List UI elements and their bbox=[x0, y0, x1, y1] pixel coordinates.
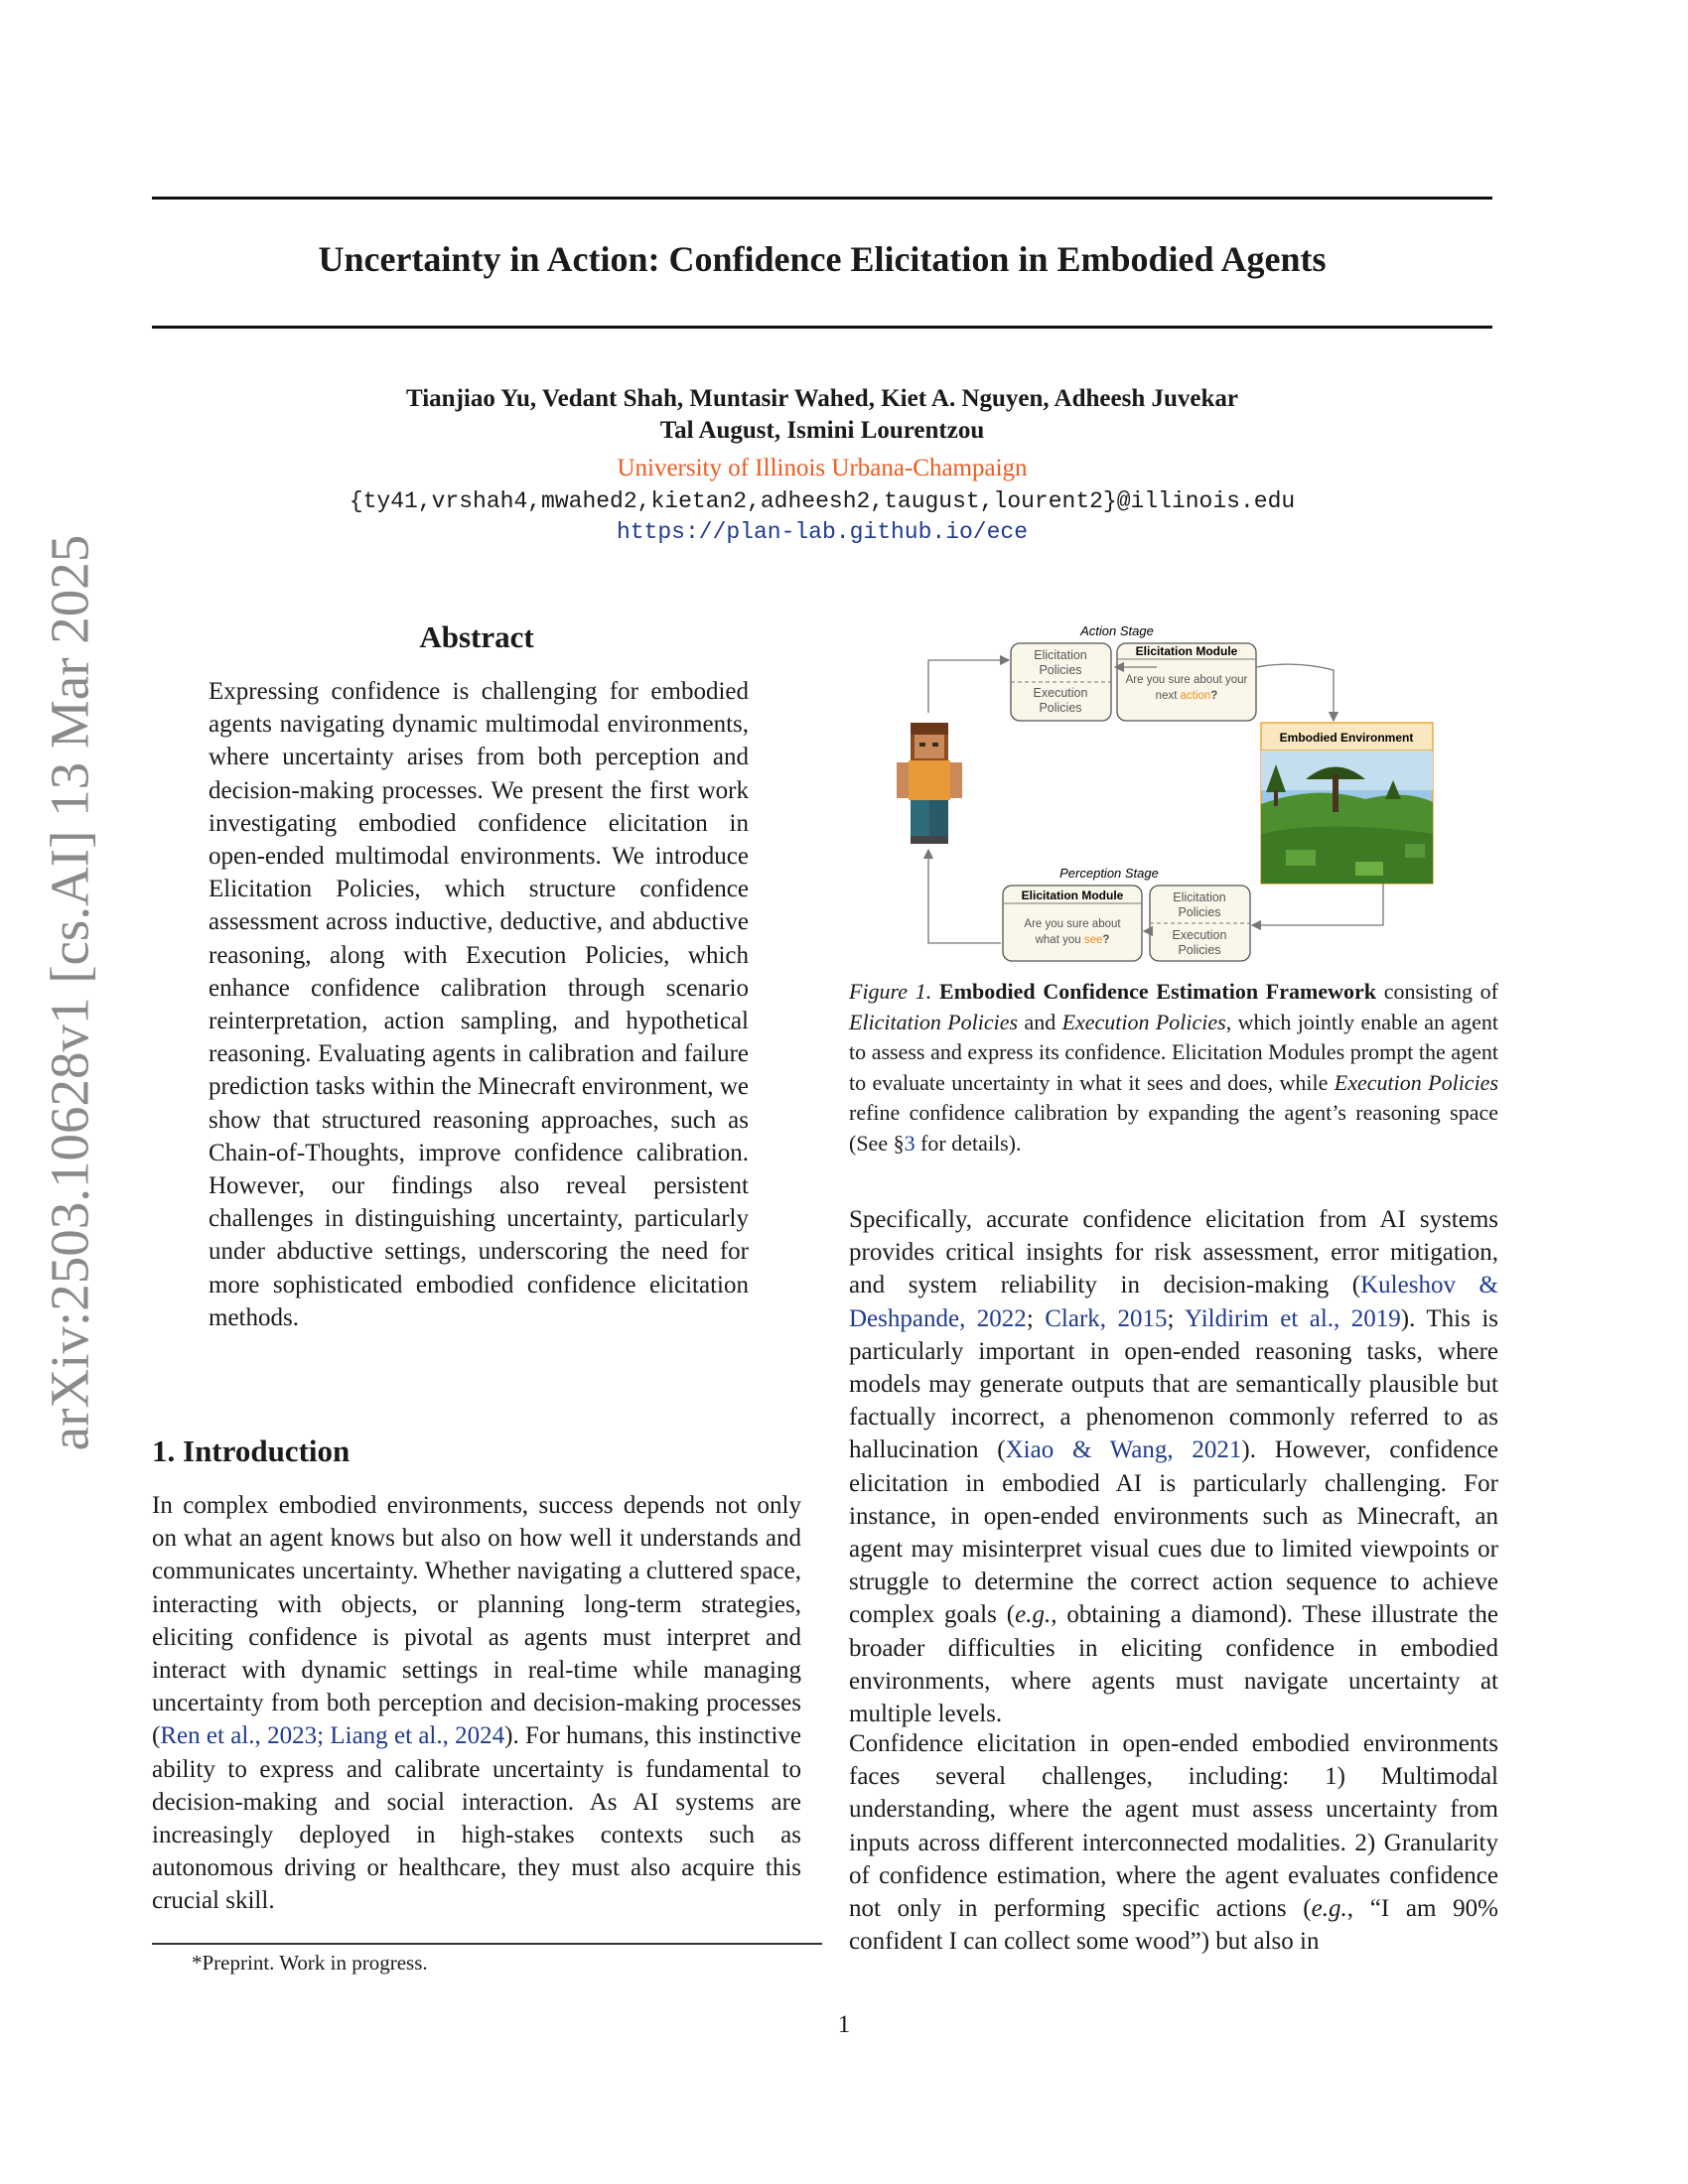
citation-link[interactable]: Clark, 2015 bbox=[1045, 1304, 1168, 1332]
introduction-paragraph: In complex embodied environments, success depends not only on what an agent knows but also on how well it understands and communicates uncertainty. Whether navigating a cluttered space, interacting with objects, or planning long-term strategies, eliciting confidence is pivotal as agents must interpret and interact with dynamic settings in real-time while managing uncertainty from both perception and decision-making processes (Ren et al., 2023; Liang et al., 2024). For humans, this instinctive ability to express and calibrate uncertainty is fundamental to decision-making and social interaction. As AI systems are increasingly deployed in high-stakes contexts such as autonomous driving or healthcare, they must also acquire this crucial skill. bbox=[152, 1492, 801, 1915]
svg-text:Elicitation Module: Elicitation Module bbox=[1135, 644, 1238, 658]
embodied-environment-panel bbox=[1261, 723, 1433, 884]
title-bottom-rule bbox=[152, 326, 1492, 329]
svg-text:Execution: Execution bbox=[1033, 686, 1088, 700]
svg-text:Policies: Policies bbox=[1178, 905, 1221, 919]
abstract-text: Expressing confidence is challenging for embodied agents navigating dynamic multimodal environments, where uncertainty arises from both perception and decision-making processes. We present the first work investigating embodied confidence elicitation in open-ended multimodal environments. We introduce Elicitation Policies, which structure confidence assessment across inductive, deductive, and abductive reasoning, along with Execution Policies, which enhance confidence calibration through scenario reinterpretation, action sampling, and hypothetical reasoning. Evaluating agents in calibration and failure prediction tasks within the Minecraft environment, we show that structured reasoning approaches, such as Chain-of-Thoughts, improve confidence calibration. However, our findings also reveal persistent challenges in distinguishing uncertainty, particularly under abductive settings, underscoring the need for more sophisticated embodied confidence elicitation methods. bbox=[209, 678, 749, 1331]
svg-text:what you see?: what you see? bbox=[1035, 934, 1110, 946]
authors-line-2: Tal August, Ismini Lourentzou bbox=[659, 417, 985, 444]
figure-1 bbox=[849, 615, 1498, 963]
svg-text:Policies: Policies bbox=[1039, 701, 1082, 715]
body-paragraph-3: Confidence elicitation in open-ended embodied environments faces several challenges, including: 1) Multimodal understanding, where the agent must assess uncertainty from inputs across different interconnected modalities. 2) Granularity of confidence estimation, where the agent evaluates confidence not only in performing specific actions (e.g., “I am 90% confident I can collect some wood”) but also in bbox=[849, 1730, 1498, 1956]
perception-stage-label: Perception Stage bbox=[1059, 866, 1159, 881]
svg-text:Are you sure about your: Are you sure about your bbox=[1125, 674, 1248, 686]
svg-text:Elicitation: Elicitation bbox=[1173, 890, 1226, 904]
section-heading-introduction: 1. Introduction bbox=[152, 1433, 351, 1468]
action-elicitation-module bbox=[1117, 643, 1256, 721]
figure-1-caption: Figure 1. Embodied Confidence Estimation Framework consisting of Elicitation Policies and Execution Policies, which jointly enable an agent to assess and express its confidence. Elicitation Modules prompt the agent to evaluate uncertainty in what it sees and does, while Execution Policies refine confidence calibration by expanding the agent’s reasoning space (See §3 for details). bbox=[849, 979, 1499, 1156]
authors-line-1: Tianjiao Yu, Vedant Shah, Muntasir Wahed, Kiet A. Nguyen, Adheesh Juvekar bbox=[406, 385, 1238, 412]
abstract-heading: Abstract bbox=[419, 619, 534, 654]
footnote: *Preprint. Work in progress. bbox=[192, 1951, 428, 1975]
svg-text:Execution: Execution bbox=[1172, 928, 1227, 942]
top-rule bbox=[152, 197, 1492, 200]
page-number: 1 bbox=[837, 2011, 851, 2038]
minecraft-agent-figure bbox=[897, 723, 962, 844]
svg-text:Embodied Environment: Embodied Environment bbox=[1279, 731, 1414, 745]
author-emails: {ty41,vrshah4,mwahed2,kietan2,adheesh2,taugust,lourent2}@illinois.edu bbox=[349, 488, 1296, 514]
footnote-rule bbox=[152, 1943, 822, 1945]
affiliation: University of Illinois Urbana-Champaign bbox=[617, 455, 1028, 481]
project-url[interactable]: https://plan-lab.github.io/ece bbox=[616, 519, 1029, 545]
citation-link[interactable]: Kuleshov & Deshpande, 2022 bbox=[849, 1272, 1498, 1332]
perception-policies-box bbox=[1150, 886, 1250, 961]
perception-elicitation-module bbox=[1003, 886, 1142, 961]
section-reference-link[interactable]: 3 bbox=[904, 1130, 915, 1156]
action-stage-label: Action Stage bbox=[1080, 623, 1154, 638]
svg-text:Policies: Policies bbox=[1039, 663, 1082, 677]
citation-link[interactable]: Yildirim et al., 2019 bbox=[1185, 1304, 1401, 1332]
svg-text:Elicitation: Elicitation bbox=[1034, 648, 1087, 662]
svg-text:Elicitation Module: Elicitation Module bbox=[1021, 888, 1124, 902]
svg-text:Are you sure about: Are you sure about bbox=[1024, 918, 1121, 930]
svg-text:next action?: next action? bbox=[1155, 690, 1218, 702]
svg-text:Policies: Policies bbox=[1178, 943, 1221, 957]
action-policies-box bbox=[1011, 643, 1111, 721]
citation-link[interactable]: Ren et al., 2023; Liang et al., 2024 bbox=[160, 1722, 505, 1750]
arxiv-sidebar bbox=[0, 0, 100, 1451]
arxiv-id: arXiv:2503.10628v1 [cs.AI] 13 Mar 2025 bbox=[39, 534, 100, 1451]
body-paragraph-2: Specifically, accurate confidence elicitation from AI systems provides critical insights for risk assessment, error mitigation, and system reliability in decision-making (Kuleshov & Deshpande, 2022; Clark, 2015; Yildirim et al., 2019). This is particularly important in open-ended reasoning tasks, where models may generate outputs that are semantically plausible but factually incorrect, a phenomenon commonly referred to as hallucination (Xiao & Wang, 2021). However, confidence elicitation in embodied AI is particularly challenging. For instance, in open-ended environments such as Minecraft, an agent may misinterpret visual cues due to limited viewpoints or struggle to determine the correct action sequence to achieve complex goals (e.g., obtaining a diamond). These illustrate the broader difficulties in eliciting confidence in embodied environments, where agents must navigate uncertainty at multiple levels. bbox=[849, 1206, 1499, 1728]
framework-diagram bbox=[849, 615, 1498, 963]
paper-title: Uncertainty in Action: Confidence Elicitation in Embodied Agents bbox=[318, 239, 1327, 279]
citation-link[interactable]: Xiao & Wang, 2021 bbox=[1005, 1436, 1242, 1464]
